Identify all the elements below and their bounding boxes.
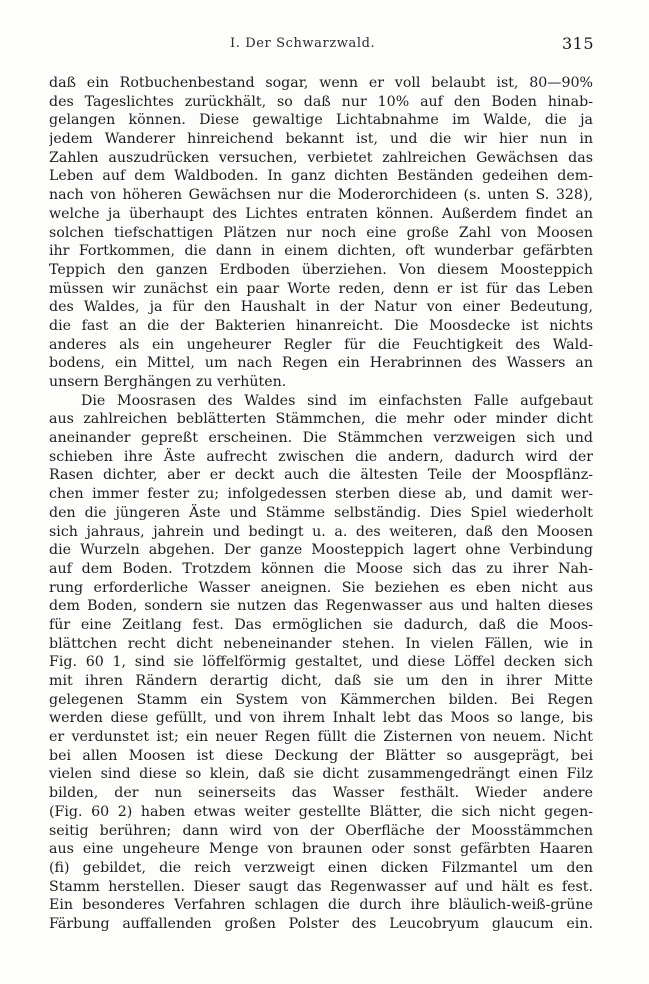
text-line: Fig. 60 1, sind sie löffelförmig gestaltet, und diese Löffel decken sich (49, 654, 593, 671)
text-line: chen immer fester zu; infolgedessen sterben diese ab, und damit wer- (49, 486, 593, 503)
text-line: blättchen recht dicht nebeneinander stehen. In vielen Fällen, wie in (49, 635, 593, 652)
text-line: des Waldes, ja für den Haushalt in der Natur von einer Bedeutung, (49, 299, 593, 316)
text-line: sich jahraus, jahrein und bedingt u. a. des weiteren, daß den Moosen (49, 523, 593, 540)
text-line: die fast an die der Bakterien hinanreicht. Die Moosdecke ist nichts (49, 317, 593, 334)
text-line: schieben ihre Äste aufrecht zwischen die andern, dadurch wird der (49, 448, 593, 465)
text-line: daß ein Rotbuchenbestand sogar, wenn er voll belaubt ist, 80—90% (49, 75, 593, 91)
text-line: aus zahlreichen beblätterten Stämmchen, die mehr oder minder dicht (49, 411, 593, 428)
text-line: bodens, ein Mittel, um nach Regen ein Herabrinnen des Wassers an (49, 355, 593, 372)
text-line: Leben auf dem Waldboden. In ganz dichten Beständen gedeihen dem- (49, 168, 593, 185)
text-line: vielen sind diese so klein, daß sie dicht zusammengedrängt einen Filz (49, 766, 593, 783)
text-line: er verdunstet ist; ein neuer Regen füllt die Zisternen von neuem. Nicht (49, 729, 593, 746)
paragraph-start-line: Die Moosrasen des Waldes sind im einfachsten Falle aufgebaut (81, 392, 593, 409)
text-line: aus eine ungeheure Menge von braunen oder sonst gefärbten Haaren (49, 841, 593, 858)
text-line: auf dem Boden. Trotzdem können die Moose sich das zu ihrer Nah- (49, 560, 593, 577)
text-line: für eine Zeitlang fest. Das ermöglichen sie dadurch, daß die Moos- (49, 616, 593, 633)
text-line: jedem Wanderer hinreichend bekannt ist, und die wir hier nun in (49, 131, 593, 148)
text-line: (fi) gebildet, die reich verzweigt einen dicken Filzmantel um den (49, 859, 593, 876)
text-line: nach von höheren Gewächsen nur die Moderorchideen (s. unten S. 328), (49, 187, 593, 204)
text-line: die Wurzeln abgehen. Der ganze Moosteppich lagert ohne Verbindung (49, 542, 593, 559)
text-line: Rasen dichter, aber er deckt auch die ältesten Teile der Moospflänz- (49, 467, 593, 484)
text-line: Ein besonderes Verfahren schlagen die durch ihre bläulich-weiß-grüne (49, 897, 593, 914)
text-line: des Tageslichtes zurückhält, so daß nur 10% auf den Boden hinab- (49, 93, 593, 110)
text-line: welche ja überhaupt des Lichtes entraten können. Außerdem findet an (49, 205, 593, 222)
body-text (49, 74, 593, 934)
text-line: mit ihren Rändern derartig dicht, daß sie um den in ihrer Mitte (49, 673, 593, 689)
text-line: Zahlen auszudrücken versuchen, verbietet zahlreichen Gewächsen das (49, 149, 593, 166)
text-line: solchen tiefschattigen Plätzen nur noch eine große Zahl von Moosen (49, 224, 593, 241)
running-title: I. Der Schwarzwald. (230, 36, 376, 51)
running-head (0, 36, 649, 56)
page-number: 315 (562, 34, 595, 53)
text-line: dem Boden, sondern sie nutzen das Regenwasser aus und halten dieses (49, 598, 593, 615)
text-line: Stamm herstellen. Dieser saugt das Regenwasser auf und hält es fest. (49, 878, 593, 895)
paragraph-end-line: unsern Berghängen zu verhüten. (49, 374, 287, 390)
text-line: den die jüngeren Äste und Stämme selbständig. Dies Spiel wiederholt (49, 504, 593, 521)
text-line: (Fig. 60 2) haben etwas weiter gestellte Blätter, die sich nicht gegen- (49, 803, 593, 820)
text-line: seitig berühren; dann wird von der Oberfläche der Moosstämmchen (49, 822, 593, 839)
text-line: Färbung auffallenden großen Polster des Leucobryum glaucum ein. (49, 915, 593, 932)
text-line: anderes als ein ungeheurer Regler für die Feuchtigkeit des Wald- (49, 336, 593, 353)
text-line: müssen wir zunächst ein paar Worte reden, denn er ist für das Leben (49, 280, 593, 297)
text-line: Teppich den ganzen Erdboden überziehen. Von diesem Moosteppich (49, 261, 593, 278)
text-line: aneinander gepreßt erscheinen. Die Stämmchen verzweigen sich und (49, 430, 593, 447)
text-line: bilden, der nun seinerseits das Wasser festhält. Wieder andere (49, 785, 593, 802)
text-line: gelegenen Stamm ein System von Kämmerchen bilden. Bei Regen (49, 691, 593, 708)
text-line: werden diese gefüllt, und von ihrem Inhalt lebt das Moos so lange, bis (49, 710, 593, 727)
text-line: bei allen Moosen ist diese Deckung der Blätter so ausgeprägt, bei (49, 747, 593, 764)
text-line: ihr Fortkommen, die dann in einem dichten, oft wunderbar gefärbten (49, 243, 593, 260)
text-line: gelangen können. Diese gewaltige Lichtabnahme im Walde, die ja (49, 112, 593, 129)
text-line: rung erforderliche Wasser aneignen. Sie beziehen es eben nicht aus (49, 579, 593, 596)
